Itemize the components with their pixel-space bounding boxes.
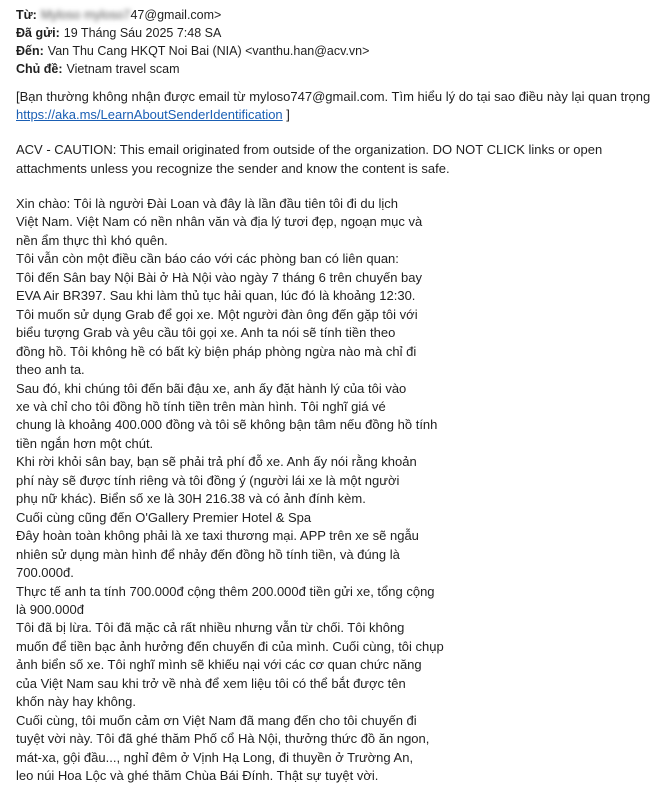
subject-label: Chủ đề: [16,62,63,76]
from-label: Từ: [16,8,37,22]
from-email-obscured: myloso7 [83,8,131,22]
body-line: Tôi đã bị lừa. Tôi đã mặc cả rất nhiều nhưng vẫn từ chối. Tôi không [16,620,405,636]
body-line: Khi rời khỏi sân bay, bạn sẽ phải trả phí đỗ xe. Anh ấy nói rằng khoản [16,454,417,470]
body-line: EVA Air BR397. Sau khi làm thủ tục hải quan, lúc đó là khoảng 12:30. [16,288,416,304]
body-line: đồng hồ. Tôi không hề có bất kỳ biện pháp phòng ngừa nào mà chỉ đi [16,343,417,359]
to-label: Đến: [16,44,44,58]
body-line: theo anh ta. [16,362,85,378]
body-line: biểu tượng Grab và yêu cầu tôi gọi xe. Anh ta nói sẽ tính tiền theo [16,325,396,341]
body-line: muốn để tiền bạc ảnh hưởng đến chuyến đi của mình. Cuối cùng, tôi chụp [16,638,444,654]
sender-notice [16,88,656,124]
body-line: Thực tế anh ta tính 700.000đ cộng thêm 200.000đ tiền gửi xe, tổng cộng [16,583,435,599]
body-line: mát-xa, gội đầu..., nghỉ đêm ở Vịnh Hạ Long, đi thuyền ở Trường An, [16,749,414,765]
body-line: nhiên sử dụng màn hình để nhảy đến đồng hồ tính tiền, và đúng là [16,546,400,562]
body-line: phụ nữ khác). Biển số xe là 30H 216.38 và có ảnh đính kèm. [16,491,366,507]
from-row [16,6,369,24]
to-row [16,42,369,60]
body-line: Đây hoàn toàn không phải là xe taxi thương mại. APP trên xe sẽ ngẫu [16,528,419,544]
subject-value: Vietnam travel scam [66,62,180,76]
body-line: Cuối cùng, tôi muốn cảm ơn Việt Nam đã mang đến cho tôi chuyến đi [16,712,417,728]
body-line: Cuối cùng cũng đến O'Gallery Premier Hotel & Spa [16,509,312,525]
body-line: Tôi đến Sân bay Nội Bài ở Hà Nội vào ngày 7 tháng 6 trên chuyến bay [16,269,422,285]
to-value: Van Thu Cang HKQT Noi Bai (NIA) <vanthu.han@acv.vn> [47,44,370,58]
body-line: Tôi vẫn còn một điều cần báo cáo với các phòng ban có liên quan: [16,251,399,267]
body-line: Việt Nam. Việt Nam có nền nhân văn và địa lý tươi đẹp, ngoạn mục và [16,214,423,230]
body-line: là 900.000đ [16,601,84,617]
from-name-obscured: Myloso [40,8,81,22]
body-line: ảnh biển số xe. Tôi nghĩ mình sẽ khiếu nại với các cơ quan chức năng [16,657,422,673]
caution-banner [16,140,656,178]
email-headers [16,6,369,78]
notice-text: [Bạn thường không nhận được email từ myloso747@gmail.com. Tìm hiểu lý do tại sao điều này lại quan trọng [16,89,651,104]
body-line: Sau đó, khi chúng tôi đến bãi đậu xe, anh ấy đặt hành lý của tôi vào [16,380,407,396]
body-line: xe và chỉ cho tôi đồng hồ tính tiền trên màn hình. Tôi nghĩ giá vé [16,398,386,414]
body-line: của Việt Nam sau khi trở về nhà để xem liệu tôi có thể bắt được tên [16,675,406,691]
subject-row [16,60,369,78]
body-line: tiền ngắn hơn một chút. [16,435,154,451]
body-line: Xin chào: Tôi là người Đài Loan và đây là lần đầu tiên tôi đi du lịch [16,196,398,211]
body-line: 700.000đ. [16,565,74,581]
body-line: tuyệt vời này. Tôi đã ghé thăm Phố cổ Hà Nội, thưởng thức đồ ăn ngon, [16,731,430,747]
body-line: Tôi muốn sử dụng Grab để gọi xe. Một người đàn ông đến gặp tôi với [16,306,418,322]
email-body [16,195,656,786]
caution-line-2: attachments unless you recognize the sender and know the content is safe. [16,161,450,176]
sent-row [16,24,369,42]
body-line: nền ẩm thực thì khó quên. [16,232,168,248]
body-line: chung là khoảng 400.000 đồng và tôi sẽ không bận tâm nếu đồng hồ tính [16,417,438,433]
notice-close-bracket: ] [282,107,290,122]
caution-line-1: ACV - CAUTION: This email originated from outside of the organization. DO NOT CLICK links or open [16,142,603,157]
body-line: khốn này hay không. [16,694,136,710]
sent-label: Đã gửi: [16,26,60,40]
from-email-visible: 47@gmail.com> [130,8,222,22]
sent-value: 19 Tháng Sáu 2025 7:48 SA [63,26,222,40]
body-line: phí này sẽ được tính riêng và tôi đồng ý (người lái xe là một người [16,472,400,488]
learn-sender-link[interactable]: https://aka.ms/LearnAboutSenderIdentification [16,107,283,122]
body-line: leo núi Hoa Lộc và ghé thăm Chùa Bái Đính. Thật sự tuyệt vời. [16,768,379,784]
